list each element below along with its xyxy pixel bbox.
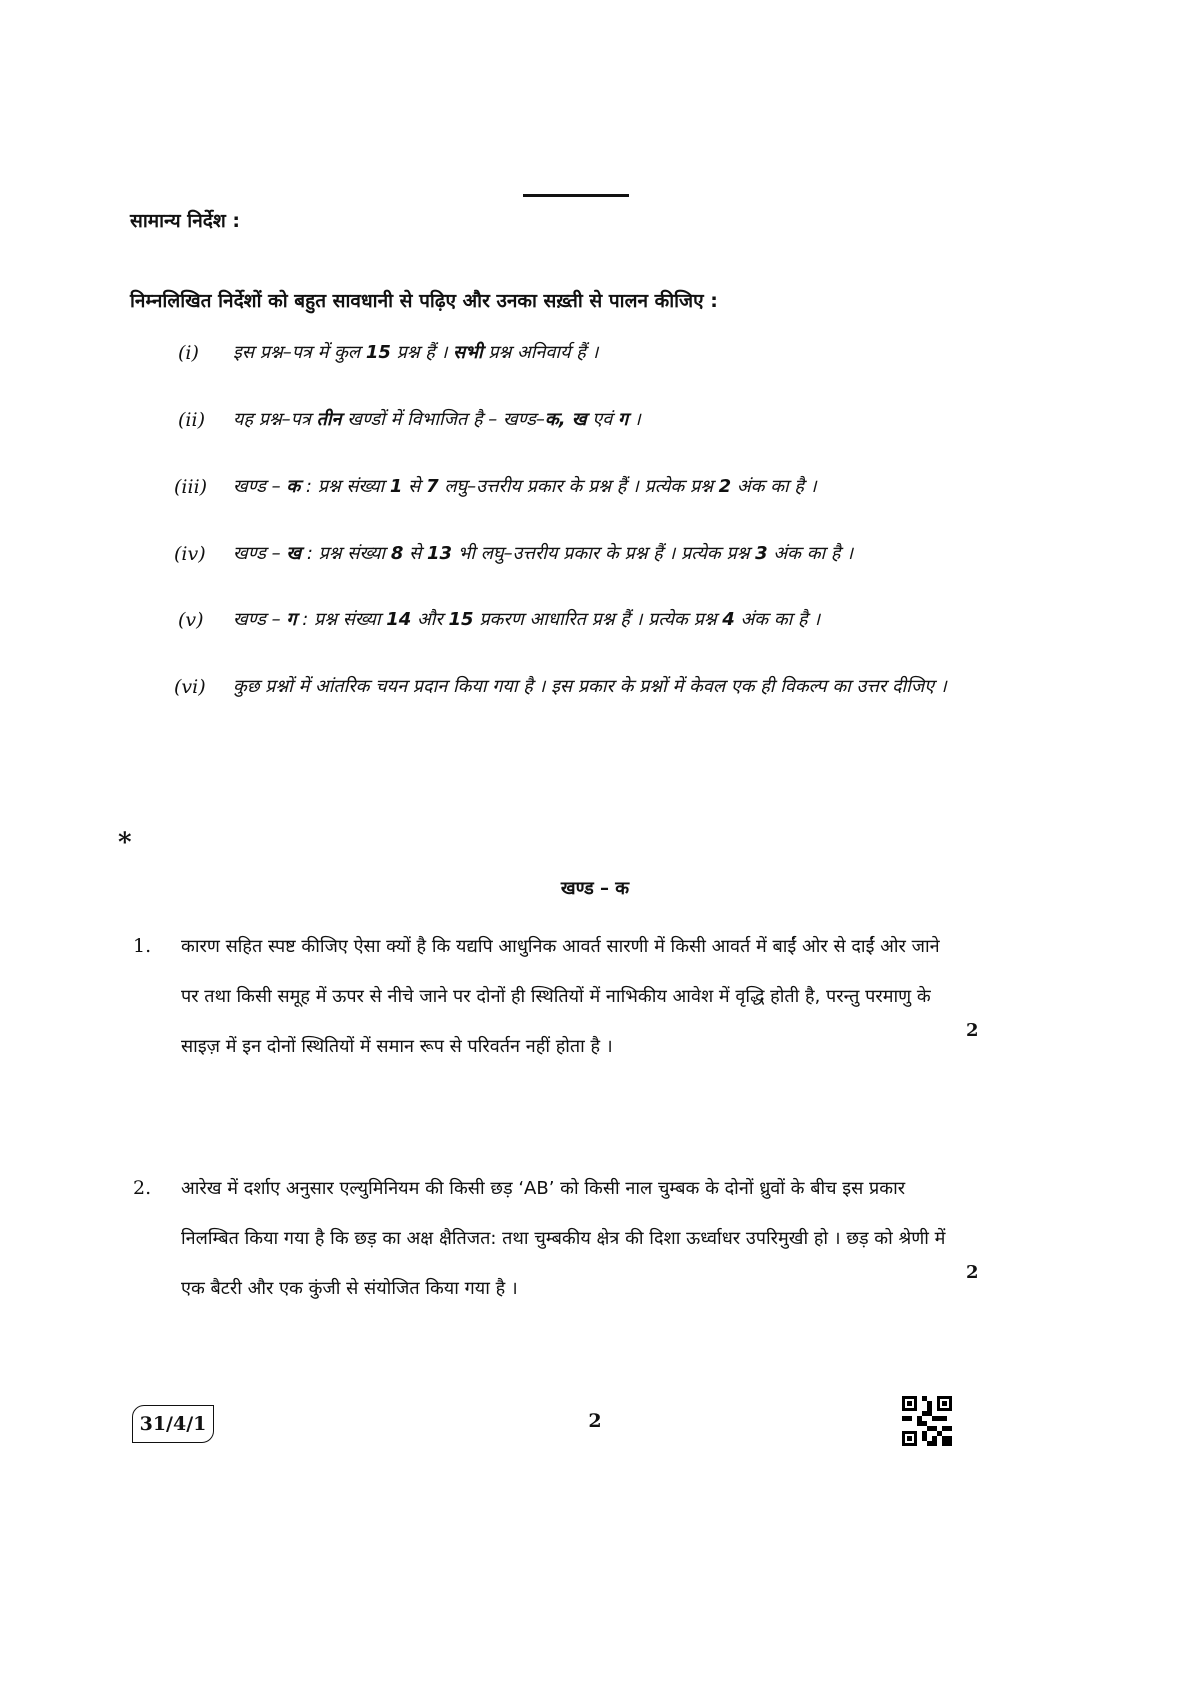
question-marks: 2 bbox=[966, 1020, 979, 1041]
paper-code-badge: 31/4/1 bbox=[132, 1405, 214, 1443]
question-number: 1. bbox=[133, 935, 152, 957]
instruction-text: खण्ड – ग : प्रश्न संख्या 14 और 15 प्रकरण आधारित प्रश्न हैं । प्रत्येक प्रश्न 4 अंक का है । bbox=[233, 609, 821, 630]
instruction-text: खण्ड – क : प्रश्न संख्या 1 से 7 लघु–उत्तरीय प्रकार के प्रश्न हैं । प्रत्येक प्रश्न 2 अंक का है । bbox=[233, 476, 817, 497]
instruction-number: (iii) bbox=[174, 476, 208, 498]
top-divider-rule bbox=[523, 194, 629, 197]
section-title: खण्ड – क bbox=[560, 878, 630, 899]
instruction-number: (ii) bbox=[178, 409, 205, 431]
general-instructions-title: सामान्य निर्देश : bbox=[130, 210, 240, 232]
question-number: 2. bbox=[133, 1177, 152, 1199]
instruction-number: (i) bbox=[178, 342, 199, 364]
page-number: 2 bbox=[588, 1410, 602, 1432]
instruction-number: (v) bbox=[178, 609, 204, 631]
instructions-lead: निम्नलिखित निर्देशों को बहुत सावधानी से पढ़िए और उनका सख़्ती से पालन कीजिए : bbox=[130, 290, 718, 312]
instruction-number: (iv) bbox=[174, 543, 206, 565]
question-text: कारण सहित स्पष्ट कीजिए ऐसा क्यों है कि यद्यपि आधुनिक आवर्त सारणी में किसी आवर्त में बाईं ओर से दाईं ओर जाने पर तथा किसी समूह में ऊपर से नीचे जाने पर दोनों ही स्थितियों में नाभिकीय आवेश में वृद्धि होती है, परन्तु परमाणु के साइज़ में इन दोनों स्थितियों में समान रूप से परिवर्तन नहीं होता है । bbox=[181, 936, 940, 1057]
question-text: आरेख में दर्शाए अनुसार एल्युमिनियम की किसी छड़ ‘AB’ को किसी नाल चुम्बक के दोनों ध्रुवों के बीच इस प्रकार निलम्बित किया गया है कि छड़ का अक्ष क्षैतिजत: तथा चुम्बकीय क्षेत्र की दिशा ऊर्ध्वाधर उपरिमुखी हो । छड़ को श्रेणी में एक बैटरी और एक कुंजी से संयोजित किया गया है । bbox=[181, 1178, 946, 1299]
qr-code-icon bbox=[902, 1396, 952, 1446]
instruction-text: यह प्रश्न–पत्र तीन खण्डों में विभाजित है – खण्ड–क, ख एवं ग । bbox=[233, 409, 641, 430]
instruction-text: इस प्रश्न–पत्र में कुल 15 प्रश्न हैं । सभी प्रश्न अनिवार्य हैं । bbox=[233, 342, 599, 363]
instruction-number: (vi) bbox=[174, 676, 206, 698]
instruction-text: खण्ड – ख : प्रश्न संख्या 8 से 13 भी लघु–उत्तरीय प्रकार के प्रश्न हैं । प्रत्येक प्रश्न 3 अंक का है । bbox=[233, 543, 854, 564]
instruction-text: कुछ प्रश्नों में आंतरिक चयन प्रदान किया गया है । इस प्रकार के प्रश्नों में केवल एक ही विकल्प का उत्तर दीजिए । bbox=[233, 676, 947, 697]
asterisk-marker: * bbox=[118, 828, 132, 858]
question-marks: 2 bbox=[966, 1262, 979, 1283]
